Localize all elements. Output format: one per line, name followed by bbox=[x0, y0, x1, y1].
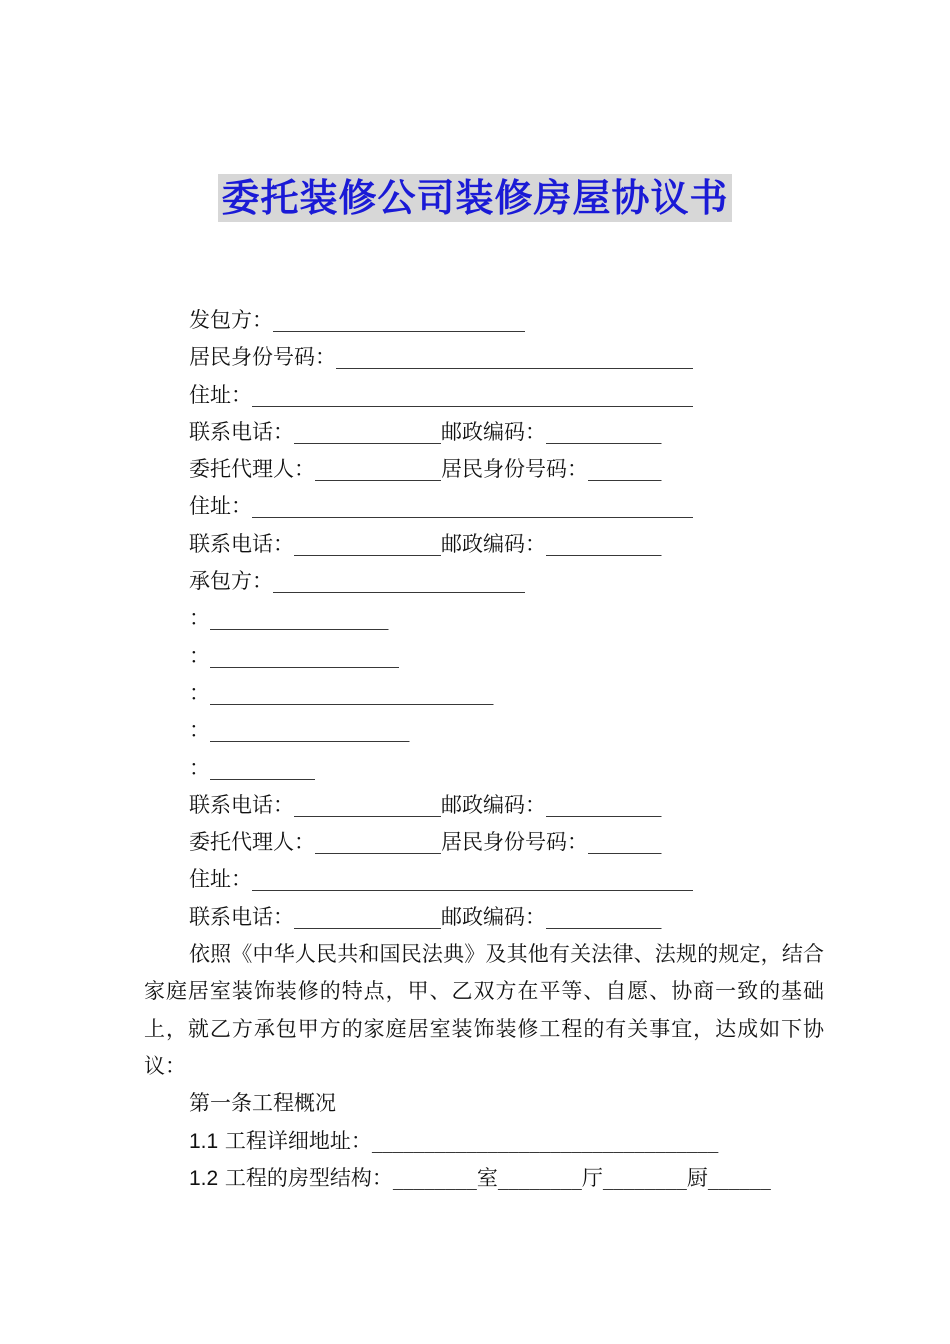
party-a-agent-line: 委托代理人：____________居民身份号码：_______ bbox=[189, 457, 662, 482]
party-a-line: 发包方：________________________ bbox=[189, 308, 525, 332]
document-body bbox=[0, 302, 950, 1197]
item-number: 1.1 bbox=[189, 1129, 219, 1153]
party-b-agent-phone-line: 联系电话：______________邮政编码：___________ bbox=[189, 904, 662, 929]
party-b-field-line: ：__________ bbox=[189, 755, 315, 780]
item-number: 1.2 bbox=[189, 1166, 219, 1190]
party-b-agent-address-line: 住址：__________________________________________ bbox=[189, 867, 693, 892]
party-b-field-line: ：___________________ bbox=[189, 718, 410, 743]
article-1-item-2 bbox=[0, 1160, 950, 1197]
title-wrap bbox=[0, 174, 950, 222]
party-b-field-line: ：__________________ bbox=[189, 643, 399, 668]
party-b-agent-line: 委托代理人：____________居民身份号码：_______ bbox=[189, 830, 662, 855]
party-a-id-line: 居民身份号码：__________________________________ bbox=[189, 345, 693, 370]
document-title: 委托装修公司装修房屋协议书 bbox=[218, 174, 731, 222]
party-b-field-line: ：_________________ bbox=[189, 606, 389, 631]
article-1-item-1 bbox=[0, 1123, 950, 1160]
item-text: 工程详细地址：_________________________________ bbox=[224, 1128, 719, 1153]
party-a-agent-phone-line: 联系电话：______________邮政编码：___________ bbox=[189, 531, 662, 556]
intro-paragraph: 依照《中华人民共和国民法典》及其他有关法律、法规的规定，结合家庭居室装饰装修的特点，甲、乙双方在平等、自愿、协商一致的基础上，就乙方承包甲方的家庭居室装饰装修工程的有关事宜，达成如下协议： bbox=[144, 942, 824, 1078]
article-1-heading: 第一条工程概况 bbox=[189, 1091, 336, 1116]
party-b-line: 承包方：________________________ bbox=[189, 569, 525, 594]
party-a-phone-line: 联系电话：______________邮政编码：___________ bbox=[189, 419, 662, 444]
party-b-phone-line: 联系电话：______________邮政编码：___________ bbox=[189, 792, 662, 817]
item-text: 工程的房型结构：________室________厅________厨______ bbox=[224, 1165, 771, 1190]
party-a-address-line: 住址：__________________________________________ bbox=[189, 382, 693, 407]
party-b-field-line: ：___________________________ bbox=[189, 680, 494, 705]
party-a-agent-address-line: 住址：__________________________________________ bbox=[189, 494, 693, 519]
